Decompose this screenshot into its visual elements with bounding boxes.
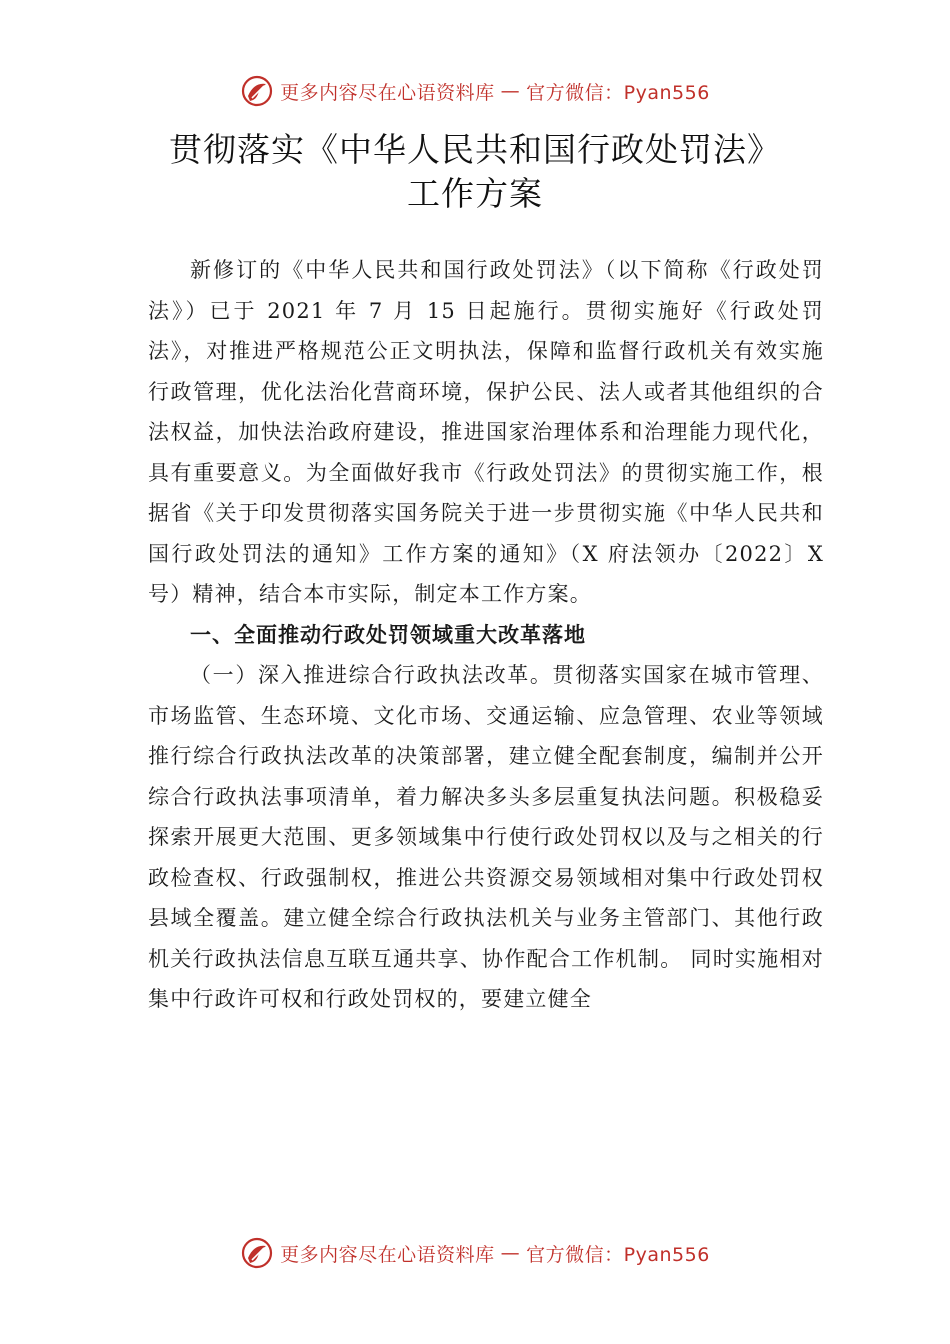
watermark-contact: 官方微信：Pyan556 [526,1243,710,1266]
watermark-contact: 官方微信：Pyan556 [526,81,710,104]
section-heading: 一、全面推动行政处罚领域重大改革落地 [190,622,586,647]
watermark-separator: — [500,1242,521,1264]
watermark-text: 更多内容尽在心语资料库 [280,81,495,104]
seal-logo-icon [240,1236,274,1270]
watermark-footer [0,1236,950,1270]
title-line-1: 贯彻落实《中华人民共和国行政处罚法》 [169,130,781,169]
intro-paragraph: 新修订的《中华人民共和国行政处罚法》（以下简称《行政处罚法》）已于 2021 年 7 月 15 日起施行。贯彻实施好《行政处罚法》，对推进严格规范公正文明执法，保障和监督行政机关有效实施行政管理，优化法治化营商环境，保护公民、法人或者其他组织的合法权益，加快法治政府建设，推进国家治理体系和治理能力现代化，具有重要意义。为全面做好我市《行政处罚法》的贯彻实施工作，根据省《关于印发贯彻落实国务院关于进一步贯彻实施《中华人民共和国行政处罚法的通知》工作方案的通知》（X 府法领办〔2022〕X 号）精神，结合本市实际，制定本工作方案。 [148,258,824,606]
title-line-2: 工作方案 [407,174,543,213]
seal-logo-icon [240,74,274,108]
section-item-paragraph: （一）深入推进综合行政执法改革。贯彻落实国家在城市管理、市场监管、生态环境、文化市场、交通运输、应急管理、农业等领域推行综合行政执法改革的决策部署，建立健全配套制度，编制并公开综合行政执法事项清单，着力解决多头多层重复执法问题。积极稳妥探索开展更大范围、更多领域集中行使行政处罚权以及与之相关的行政检查权、行政强制权，推进公共资源交易领域相对集中行政处罚权县域全覆盖。建立健全综合行政执法机关与业务主管部门、其他行政机关行政执法信息互联互通共享、协作配合工作机制。 同时实施相对集中行政许可权和行政处罚权的，要建立健全 [148,663,824,1011]
document-title [0,128,950,216]
document-body [148,250,824,1020]
watermark-separator: — [500,80,521,102]
watermark-text: 更多内容尽在心语资料库 [280,1243,495,1266]
watermark-header [0,74,950,108]
